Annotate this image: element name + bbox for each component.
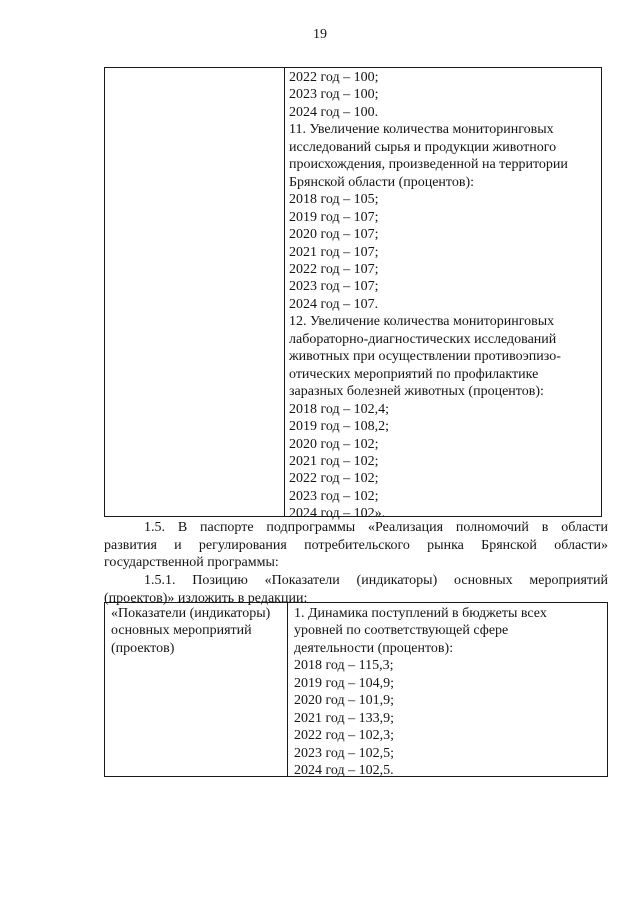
indicators-heading-cell	[111, 605, 283, 657]
table1-cell-line: 2019 год – 108,2;	[289, 419, 390, 435]
table2-cell-line: 1. Динамика поступлений в бюджеты всех	[294, 606, 547, 621]
table2-cell-line: 2019 год – 104,9;	[294, 675, 395, 691]
indicators-values-cell	[294, 605, 606, 780]
table2-heading-line: «Показатели (индикаторы)	[111, 606, 271, 621]
table1-cell-line: 2024 год – 107.	[289, 296, 379, 312]
paragraph-line: 1.5. В паспорте подпрограммы «Реализация полномочий в области	[144, 520, 608, 535]
table1-cell-line: 2023 год – 107;	[289, 279, 379, 295]
indicators-table-continued	[104, 67, 602, 522]
table1-cell-line: 12. Увеличение количества мониторинговых	[289, 314, 555, 330]
table2-cell-line: деятельности (процентов):	[294, 640, 454, 656]
table1-cell-line: 2024 год – 102».	[289, 506, 386, 522]
table2-cell-line: 2020 год – 101,9;	[294, 693, 395, 709]
table1-cell-line: 2018 год – 105;	[289, 192, 379, 208]
table1-cell-line: 2021 год – 107;	[289, 244, 379, 260]
table1-cell-line: 2020 год – 102;	[289, 436, 379, 452]
column-divider	[287, 603, 288, 776]
page-number: 19	[313, 27, 327, 42]
table2-heading-line: основных мероприятий	[111, 623, 252, 639]
table1-cell-line: 2021 год – 102;	[289, 453, 379, 469]
table1-cell-line: 2019 год – 107;	[289, 209, 379, 225]
table2-cell-line: уровней по соответствующей сфере	[294, 623, 509, 639]
table1-cell-line: 2018 год – 102,4;	[289, 401, 390, 417]
table1-cell-line: происхождения, произведенной на территории	[289, 157, 568, 173]
indicators-values-cell	[289, 69, 599, 523]
table2-cell-line: 2021 год – 133,9;	[294, 710, 395, 726]
table1-cell-line: лабораторно-диагностических исследований	[289, 331, 557, 347]
paragraph-line: (проектов)» изложить в редакции:	[104, 590, 308, 606]
table1-cell-line: 2022 год – 107;	[289, 261, 379, 277]
table1-cell-line: заразных болезней животных (процентов):	[289, 384, 544, 400]
table1-cell-line: 2023 год – 100;	[289, 87, 379, 103]
table1-cell-line: 2024 год – 100.	[289, 104, 379, 120]
table1-cell-line: 2020 год – 107;	[289, 227, 379, 243]
table2-cell-line: 2024 год – 102,5.	[294, 763, 394, 779]
column-divider	[284, 68, 285, 516]
table1-cell-line: исследований сырья и продукции животного	[289, 139, 557, 155]
consumer-market-indicators-table	[104, 602, 608, 777]
table1-cell-line: 2023 год – 102;	[289, 488, 379, 504]
paragraph-line: 1.5.1. Позицию «Показатели (индикаторы) основных мероприятий	[144, 573, 608, 588]
table1-cell-line: 2022 год – 100;	[289, 70, 379, 85]
table1-cell-line: 2022 год – 102;	[289, 471, 379, 487]
table1-cell-line: 11. Увеличение количества мониторинговых	[289, 122, 554, 138]
table1-cell-line: Брянской области (процентов):	[289, 174, 475, 190]
table2-cell-line: 2023 год – 102,5;	[294, 745, 395, 761]
table2-cell-line: 2022 год – 102,3;	[294, 728, 395, 744]
paragraph-1-5	[104, 519, 608, 572]
paragraph-line: развития и регулирования потребительского рынка Брянской области»	[104, 537, 608, 553]
table2-cell-line: 2018 год – 115,3;	[294, 658, 394, 674]
table2-heading-line: (проектов)	[111, 640, 175, 656]
paragraph-line: государственной программы:	[104, 555, 279, 570]
table1-cell-line: животных при осуществлении противоэпизо-	[289, 349, 561, 365]
table1-cell-line: отических мероприятий по профилактике	[289, 366, 539, 382]
